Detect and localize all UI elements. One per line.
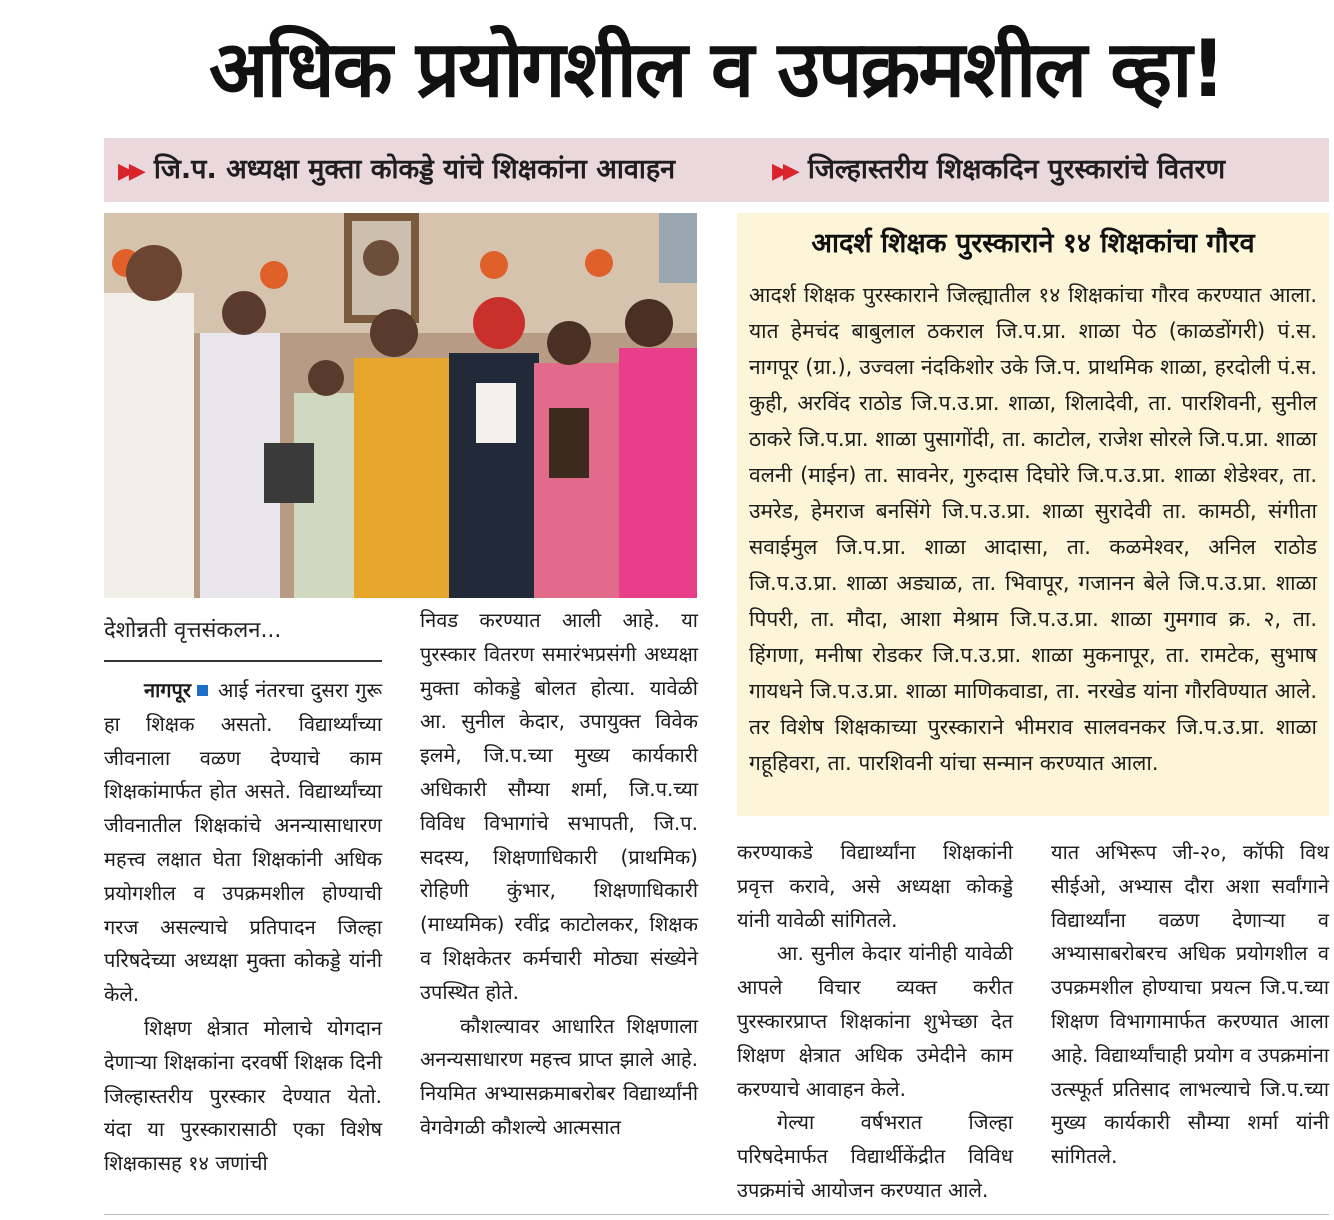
column-2-paragraph-2: कौशल्यावर आधारित शिक्षणाला अनन्यसाधारण महत्त्व प्राप्त झाले आहे. नियमित अभ्यासक्रमाबरोबर विद्यार्थ्यांनी वेगवेगळी कौशल्ये आत्मसात <box>420 1013 698 1139</box>
article-column-1 <box>104 674 382 1181</box>
article-column-4 <box>1051 836 1329 1174</box>
byline-rule <box>104 660 382 662</box>
subheadline-1 <box>118 138 675 202</box>
bottom-rule <box>104 1214 1329 1215</box>
double-arrow-icon: ▶▶ <box>772 159 794 184</box>
headline: अधिक प्रयोगशील व उपक्रमशील व्हा! <box>209 25 1224 115</box>
subheadline-2 <box>772 138 1225 202</box>
award-box <box>737 213 1329 816</box>
article-column-2 <box>420 604 698 1145</box>
byline: देशोन्नती वृत्तसंकलन... <box>104 618 282 643</box>
subheadline-bar <box>104 138 1329 202</box>
subheadline-1-text: जि.प. अध्यक्षा मुक्ता कोकड्डे यांचे शिक्षकांना आवाहन <box>153 154 676 185</box>
column-3-paragraph-2: आ. सुनील केदार यांनीही यावेळी आपले विचार व्यक्त करीत पुरस्कारप्राप्त शिक्षकांना शुभेच्छा देत शिक्षण क्षेत्रात अधिक उमेदीने काम करण्याचे आवाहन केले. <box>737 941 1013 1101</box>
column-1-paragraph-1: आई नंतरचा दुसरा गुरू हा शिक्षक असतो. विद्यार्थ्यांच्या जीवनाला वळण देण्याचे काम शिक्षकांमार्फत होत असते. विद्यार्थ्यांच्या जीवनातील शिक्षकांचे अनन्यासाधारण महत्त्व लक्षात घेता शिक्षकांनी अधिक प्रयोगशील व उपक्रमशील होण्याची गरज असल्याचे प्रतिपादन जिल्हा परिषदेच्या अध्यक्षा मुक्ता कोकड्डे यांनी केले. <box>104 678 382 1007</box>
award-box-title: आदर्श शिक्षक पुरस्काराने १४ शिक्षकांचा गौरव <box>811 228 1255 259</box>
column-1-paragraph-2: शिक्षण क्षेत्रात मोलाचे योगदान देणाऱ्या शिक्षकांना दरवर्षी शिक्षक दिनी जिल्हास्तरीय पुरस्कार देण्यात येतो. यंदा या पुरस्कारासाठी एका विशेष शिक्षकासह १४ जणांची <box>104 1015 382 1176</box>
column-2-paragraph-1: निवड करण्यात आली आहे. या पुरस्कार वितरण समारंभप्रसंगी अध्यक्षा मुक्ता कोकड्डे बोलत होत्या. यावेळी आ. सुनील केदार, उपायुक्त विवेक इलमे, जि.प.च्या मुख्य कार्यकारी अधिकारी सौम्या शर्मा, जि.प.च्या विविध विभागांचे सभापती, जि.प. सदस्य, शिक्षणाधिकारी (प्राथमिक) रोहिणी कुंभार, शिक्षणाधिकारी (माध्यमिक) रवींद्र काटोलकर, शिक्षक व शिक्षकेतर कर्मचारी मोठ्या संख्येने उपस्थित होते. <box>420 608 698 1004</box>
event-photo <box>104 213 697 598</box>
column-4-paragraph-1: यात अभिरूप जी-२०, कॉफी विथ सीईओ, अभ्यास दौरा अशा सर्वांगाने विद्यार्थ्यांना वळण देणाऱ्या व अभ्यासाबरोबरच अधिक प्रयोगशील व उपक्रमशील होण्याचा प्रयत्न जि.प.च्या शिक्षण विभागामार्फत करण्यात आला आहे. विद्यार्थ्यांचाही प्रयोग व उपक्रमांना उत्स्फूर्त प्रतिसाद लाभल्याचे जि.प.च्या मुख्य कार्यकारी सौम्या शर्मा यांनी सांगितले. <box>1051 840 1329 1169</box>
article-column-3 <box>737 836 1013 1208</box>
column-3-paragraph-3: गेल्या वर्षभरात जिल्हा परिषदेमार्फत विद्यार्थीकेंद्रीत विविध उपक्रमांचे आयोजन करण्यात आले. <box>737 1110 1013 1202</box>
double-arrow-icon: ▶▶ <box>118 159 140 184</box>
dateline: नागपूर <box>144 678 192 702</box>
award-box-body: आदर्श शिक्षक पुरस्काराने जिल्ह्यातील १४ शिक्षकांचा गौरव करण्यात आला. यात हेमचंद बाबुलाल ठकराल जि.प.प्रा. शाळा पेठ (काळडोंगरी) पं.स. नागपूर (ग्रा.), उज्वला नंदकिशोर उके जि.प. प्राथमिक शाळा, हरदोली पं.स. कुही, अरविंद राठोड जि.प.उ.प्रा. शाळा, शिलादेवी, ता. पारशिवनी, सुनील ठाकरे जि.प.प्रा. शाळा पुसागोंदी, ता. काटोल, राजेश सोरले जि.प.प्रा. शाळा वलनी (माईन) ता. सावनेर, गुरुदास दिघोरे जि.प.उ.प्रा. शाळा शेडेश्वर, ता. उमरेड, हेमराज बनसिंगे जि.प.उ.प्रा. शाळा सुरादेवी ता. कामठी, संगीता सवाईमुल जि.प.प्रा. शाळा आदासा, ता. कळमेश्वर, अनिल राठोड जि.प.उ.प्रा. शाळा अड्याळ, ता. भिवापूर, गजानन बेले जि.प.उ.प्रा. शाळा पिपरी, ता. मौदा, आशा मेश्राम जि.प.उ.प्रा. शाळा गुमगाव क्र. २, ता. हिंगणा, मनीषा रोडकर जि.प.उ.प्रा. शाळा मुकनापूर, ता. रामटेक, सुभाष गायधने जि.प.उ.प्रा. शाळा माणिकवाडा, ता. नरखेड यांना गौरविण्यात आले. तर विशेष शिक्षकाच्या पुरस्काराने भीमराव सालवनकर जि.प.उ.प्रा. शाळा गहूहिवरा, ता. पारशिवनी यांचा सन्मान करण्यात आला. <box>749 283 1317 775</box>
column-3-paragraph-1: करण्याकडे विद्यार्थ्यांना शिक्षकांनी प्रवृत्त करावे, असे अध्यक्षा कोकड्डे यांनी यावेळी सांगितले. <box>737 840 1013 932</box>
subheadline-2-text: जिल्हास्तरीय शिक्षकदिन पुरस्कारांचे वितरण <box>807 154 1226 185</box>
square-bullet-icon <box>197 685 208 696</box>
